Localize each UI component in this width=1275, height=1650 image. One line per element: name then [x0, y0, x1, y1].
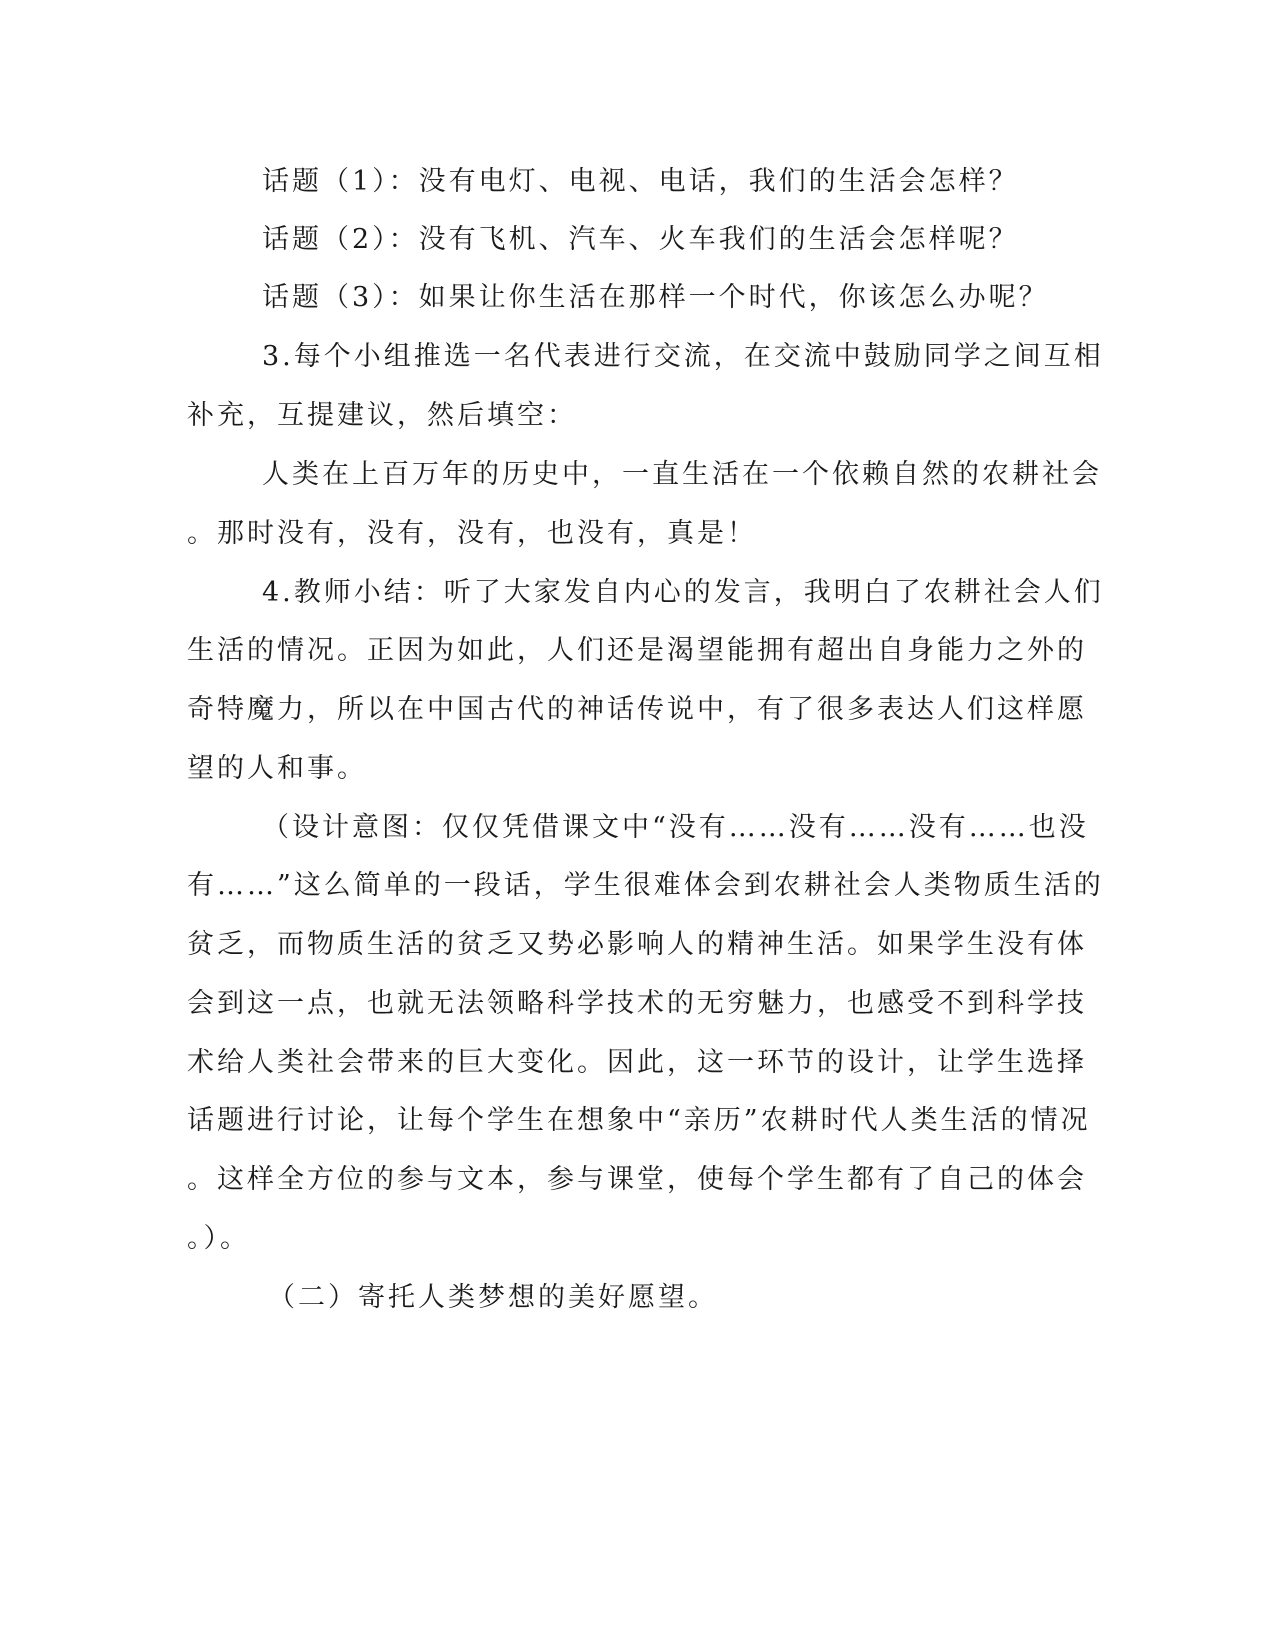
step-4-line-1: 4.教师小结：听了大家发自内心的发言，我明白了农耕社会人们	[262, 577, 1104, 608]
design-intent-line-5: 术给人类社会带来的巨大变化。因此，这一环节的设计，让学生选择	[187, 1047, 1087, 1078]
step-3-line-2: 补充，互提建议，然后填空：	[187, 400, 577, 431]
topic-1-line: 话题（1）：没有电灯、电视、电话，我们的生活会怎样？	[262, 166, 1019, 197]
design-intent-line-3: 贫乏，而物质生活的贫乏又势必影响人的精神生活。如果学生没有体	[187, 929, 1087, 960]
step-4-line-3: 奇特魔力，所以在中国古代的神话传说中，有了很多表达人们这样愿	[187, 694, 1087, 725]
fill-blank-line-1: 人类在上百万年的历史中，一直生活在一个依赖自然的农耕社会	[262, 459, 1102, 490]
step-4-line-4: 望的人和事。	[187, 753, 367, 784]
design-intent-line-2: 有……”这么简单的一段话，学生很难体会到农耕社会人类物质生活的	[187, 870, 1104, 901]
design-intent-line-4: 会到这一点，也就无法领略科学技术的无穷魅力，也感受不到科学技	[187, 988, 1087, 1019]
design-intent-line-1: （设计意图：仅仅凭借课文中“没有……没有……没有……也没	[262, 812, 1089, 843]
design-intent-line-8: 。）。	[187, 1223, 250, 1254]
fill-blank-line-2: 。那时没有，没有，没有，也没有，真是！	[187, 518, 757, 549]
section-heading-2: （二）寄托人类梦想的美好愿望。	[268, 1282, 718, 1313]
topic-3-line: 话题（3）：如果让你生活在那样一个时代，你该怎么办呢？	[262, 282, 1049, 313]
step-4-line-2: 生活的情况。正因为如此，人们还是渴望能拥有超出自身能力之外的	[187, 635, 1087, 666]
design-intent-line-7: 。这样全方位的参与文本，参与课堂，使每个学生都有了自己的体会	[187, 1164, 1087, 1195]
topic-2-line: 话题（2）：没有飞机、汽车、火车我们的生活会怎样呢？	[262, 224, 1019, 255]
step-3-line-1: 3.每个小组推选一名代表进行交流，在交流中鼓励同学之间互相	[262, 341, 1104, 372]
design-intent-line-6: 话题进行讨论，让每个学生在想象中“亲历”农耕时代人类生活的情况	[187, 1105, 1091, 1136]
